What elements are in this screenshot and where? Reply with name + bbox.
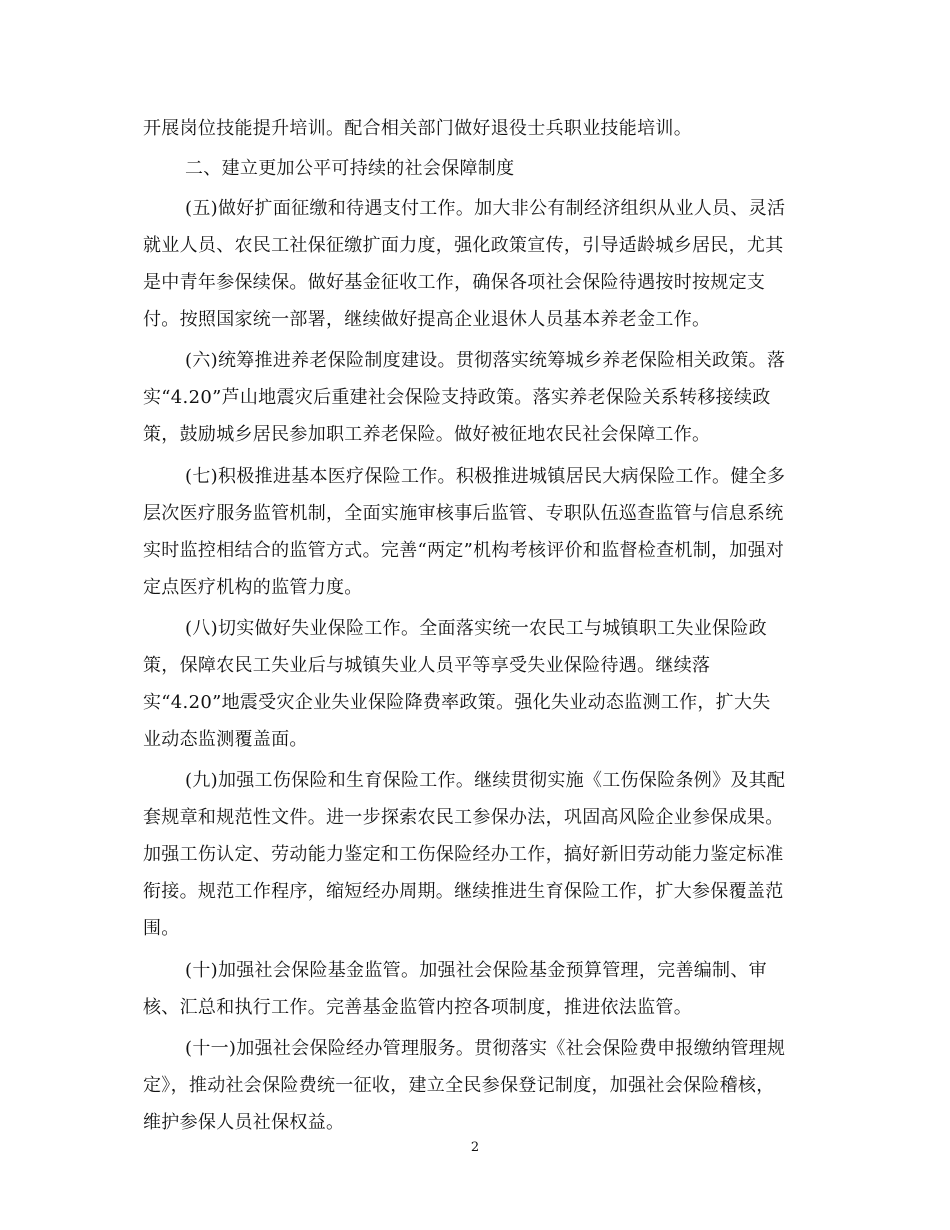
text-line: 是中青年参保续保。做好基金征收工作，确保各项社会保险待遇按时按规定支 [143,272,766,293]
text-line: 策，鼓励城乡居民参加职工养老保险。做好被征地农民社会保障工作。 [143,424,711,445]
section-heading: 二、建立更加公平可持续的社会保障制度 [185,158,515,179]
text-line: 定》，推动社会保险费统一征收，建立全民参保登记制度，加强社会保险稽核， [143,1075,775,1096]
text-line: 围。 [143,918,180,939]
text-line: (十一)加强社会保险经办管理服务。贯彻落实《社会保险费申报缴纳管理规 [185,1038,786,1059]
text-line: 核、汇总和执行工作。完善基金监管内控各项制度，推进依法监管。 [143,997,692,1018]
text-line: (八)切实做好失业保险工作。全面落实统一农民工与城镇职工失业保险政 [185,618,767,639]
text-line: 维护参保人员社保权益。 [143,1112,345,1133]
text-line: (七)积极推进基本医疗保险工作。积极推进城镇居民大病保险工作。健全多 [185,466,786,487]
text-line: 策，保障农民工失业后与城镇失业人员平等享受失业保险待遇。继续落 [143,655,711,676]
text-line: 就业人员、农民工社保征缴扩面力度，强化政策宣传，引导适龄城乡居民，尤其 [143,235,784,256]
text-line: (十)加强社会保险基金监管。加强社会保险基金预算管理，完善编制、审 [185,960,767,981]
text-line: 实“4.20”芦山地震灾后重建社会保险支持政策。落实养老保险关系转移接续政 [143,387,771,408]
text-line: (九)加强工伤保险和生育保险工作。继续贯彻实施《工伤保险条例》及其配 [185,770,786,791]
text-line: 套规章和规范性文件。进一步探索农民工参保办法，巩固高风险企业参保成果。 [143,807,784,828]
text-line: 业动态监测覆盖面。 [143,729,308,750]
text-line: 开展岗位技能提升培训。配合相关部门做好退役士兵职业技能培训。 [143,118,692,139]
text-line: (五)做好扩面征缴和待遇支付工作。加大非公有制经济组织从业人员、灵活 [185,198,786,219]
text-line: (六)统筹推进养老保险制度建设。贯彻落实统筹城乡养老保险相关政策。落 [185,350,786,371]
text-line: 付。按照国家统一部署，继续做好提高企业退休人员基本养老金工作。 [143,309,711,330]
text-line: 实“4.20”地震受灾企业失业保险降费率政策。强化失业动态监测工作，扩大失 [143,692,771,713]
text-line: 加强工伤认定、劳动能力鉴定和工伤保险经办工作，搞好新旧劳动能力鉴定标准 [143,844,784,865]
text-line: 层次医疗服务监管机制，全面实施审核事后监管、专职队伍巡查监管与信息系统 [143,503,784,524]
text-line: 定点医疗机构的监管力度。 [143,577,363,598]
text-line: 衔接。规范工作程序，缩短经办周期。继续推进生育保险工作，扩大参保覆盖范 [143,881,784,902]
page-number: 2 [470,1140,480,1155]
text-line: 实时监控相结合的监管方式。完善“两定”机构考核评价和监督检查机制，加强对 [143,540,785,561]
